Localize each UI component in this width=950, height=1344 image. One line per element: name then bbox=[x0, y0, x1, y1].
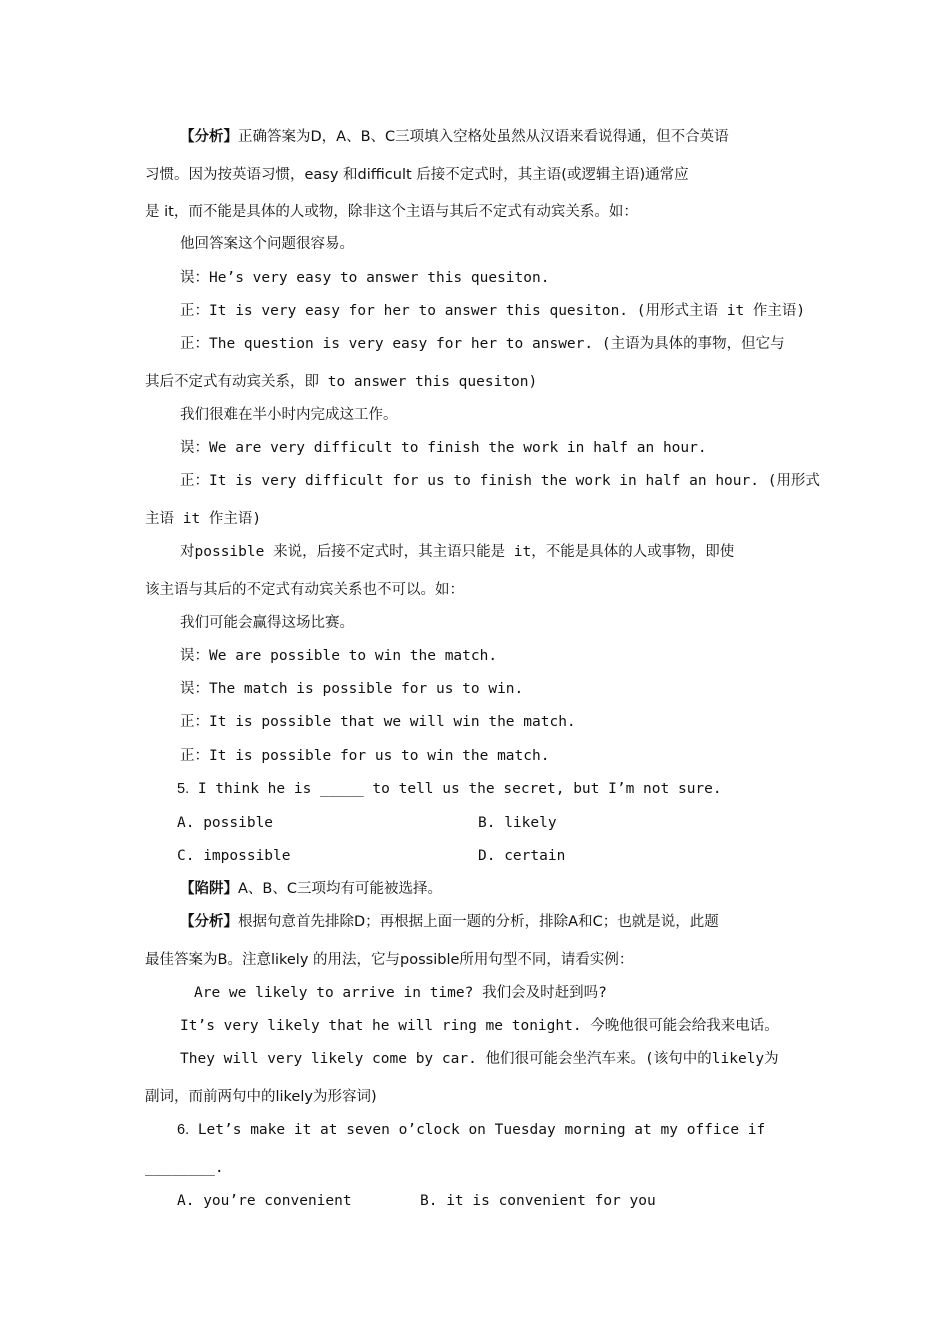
example-wrong-sentence: 误：The match is possible for us to win. bbox=[180, 681, 524, 697]
question-5-option-b: B. likely bbox=[478, 815, 557, 831]
example-correct-sentence: 正：It is very easy for her to answer this quesiton. (用形式主语 it 作主语) bbox=[180, 303, 806, 319]
question-5-stem: 5. I think he is _____ to tell us the secret, but I’m not sure. bbox=[177, 781, 722, 797]
question-5-analysis-line-1: 【分析】根据句意首先排除D；再根据上面一题的分析，排除A和C；也就是说，此题 bbox=[180, 914, 719, 930]
analysis-paragraph-line-3: 是 it，而不能是具体的人或物，除非这个主语与其后不定式有动宾关系。如： bbox=[145, 204, 638, 220]
example-correct-sentence-continued: 主语 it 作主语) bbox=[145, 511, 262, 527]
question-6-blank: ________. bbox=[145, 1160, 224, 1176]
possible-rule-line-2: 该主语与其后的不定式有动宾关系也不可以。如： bbox=[145, 582, 464, 598]
example-correct-sentence: 正：It is very difficult for us to finish the work in half an hour. (用形式 bbox=[180, 473, 820, 489]
question-6-stem: 6. Let’s make it at seven o’clock on Tuesday morning at my office if bbox=[177, 1122, 766, 1138]
possible-rule-line-1: 对possible 来说，后接不定式时，其主语只能是 it，不能是具体的人或事物，即使 bbox=[180, 544, 735, 560]
question-number: 6. bbox=[177, 1122, 190, 1138]
likely-example-continued: 副词，而前两句中的likely为形容词) bbox=[145, 1089, 377, 1105]
analysis-label: 【分析】 bbox=[180, 914, 238, 930]
question-6-option-a: A. you’re convenient bbox=[177, 1193, 352, 1209]
question-5-analysis-line-2: 最佳答案为B。注意likely 的用法，它与possible所用句型不同，请看实例： bbox=[145, 952, 634, 968]
example-correct-sentence: 正：The question is very easy for her to answer. (主语为具体的事物，但它与 bbox=[180, 336, 785, 352]
question-5-option-a: A. possible bbox=[177, 815, 274, 831]
likely-example: It’s very likely that he will ring me tonight. 今晚他很可能会给我来电话。 bbox=[180, 1018, 779, 1034]
example-wrong-sentence: 误：We are very difficult to finish the work in half an hour. bbox=[180, 440, 707, 456]
likely-example: Are we likely to arrive in time? 我们会及时赶到吗? bbox=[194, 985, 607, 1001]
example-chinese-sentence: 他回答案这个问题很容易。 bbox=[180, 236, 354, 252]
example-correct-sentence: 正：It is possible that we will win the match. bbox=[180, 714, 576, 730]
trap-note: 【陷阱】A、B、C三项均有可能被选择。 bbox=[180, 881, 442, 897]
example-chinese-sentence: 我们很难在半小时内完成这工作。 bbox=[180, 407, 398, 423]
trap-label: 【陷阱】 bbox=[180, 881, 238, 897]
example-correct-sentence-continued: 其后不定式有动宾关系，即 to answer this quesiton) bbox=[145, 374, 538, 390]
analysis-label: 【分析】 bbox=[180, 129, 238, 145]
example-wrong-sentence: 误：We are possible to win the match. bbox=[180, 648, 498, 664]
example-wrong-sentence: 误：He’s very easy to answer this quesiton. bbox=[180, 270, 550, 286]
question-6-option-b: B. it is convenient for you bbox=[420, 1193, 656, 1209]
example-chinese-sentence: 我们可能会赢得这场比赛。 bbox=[180, 615, 354, 631]
question-5-option-d: D. certain bbox=[478, 848, 566, 864]
analysis-paragraph-line-2: 习惯。因为按英语习惯，easy 和difficult 后接不定式时，其主语(或逻辑主语)通常应 bbox=[145, 167, 689, 183]
likely-example: They will very likely come by car. 他们很可能会坐汽车来。(该句中的likely为 bbox=[180, 1051, 779, 1067]
analysis-paragraph-line-1: 【分析】正确答案为D，A、B、C三项填入空格处虽然从汉语来看说得通，但不合英语 bbox=[180, 129, 729, 145]
example-correct-sentence: 正：It is possible for us to win the match. bbox=[180, 748, 550, 764]
question-number: 5. bbox=[177, 781, 190, 797]
question-5-option-c: C. impossible bbox=[177, 848, 291, 864]
